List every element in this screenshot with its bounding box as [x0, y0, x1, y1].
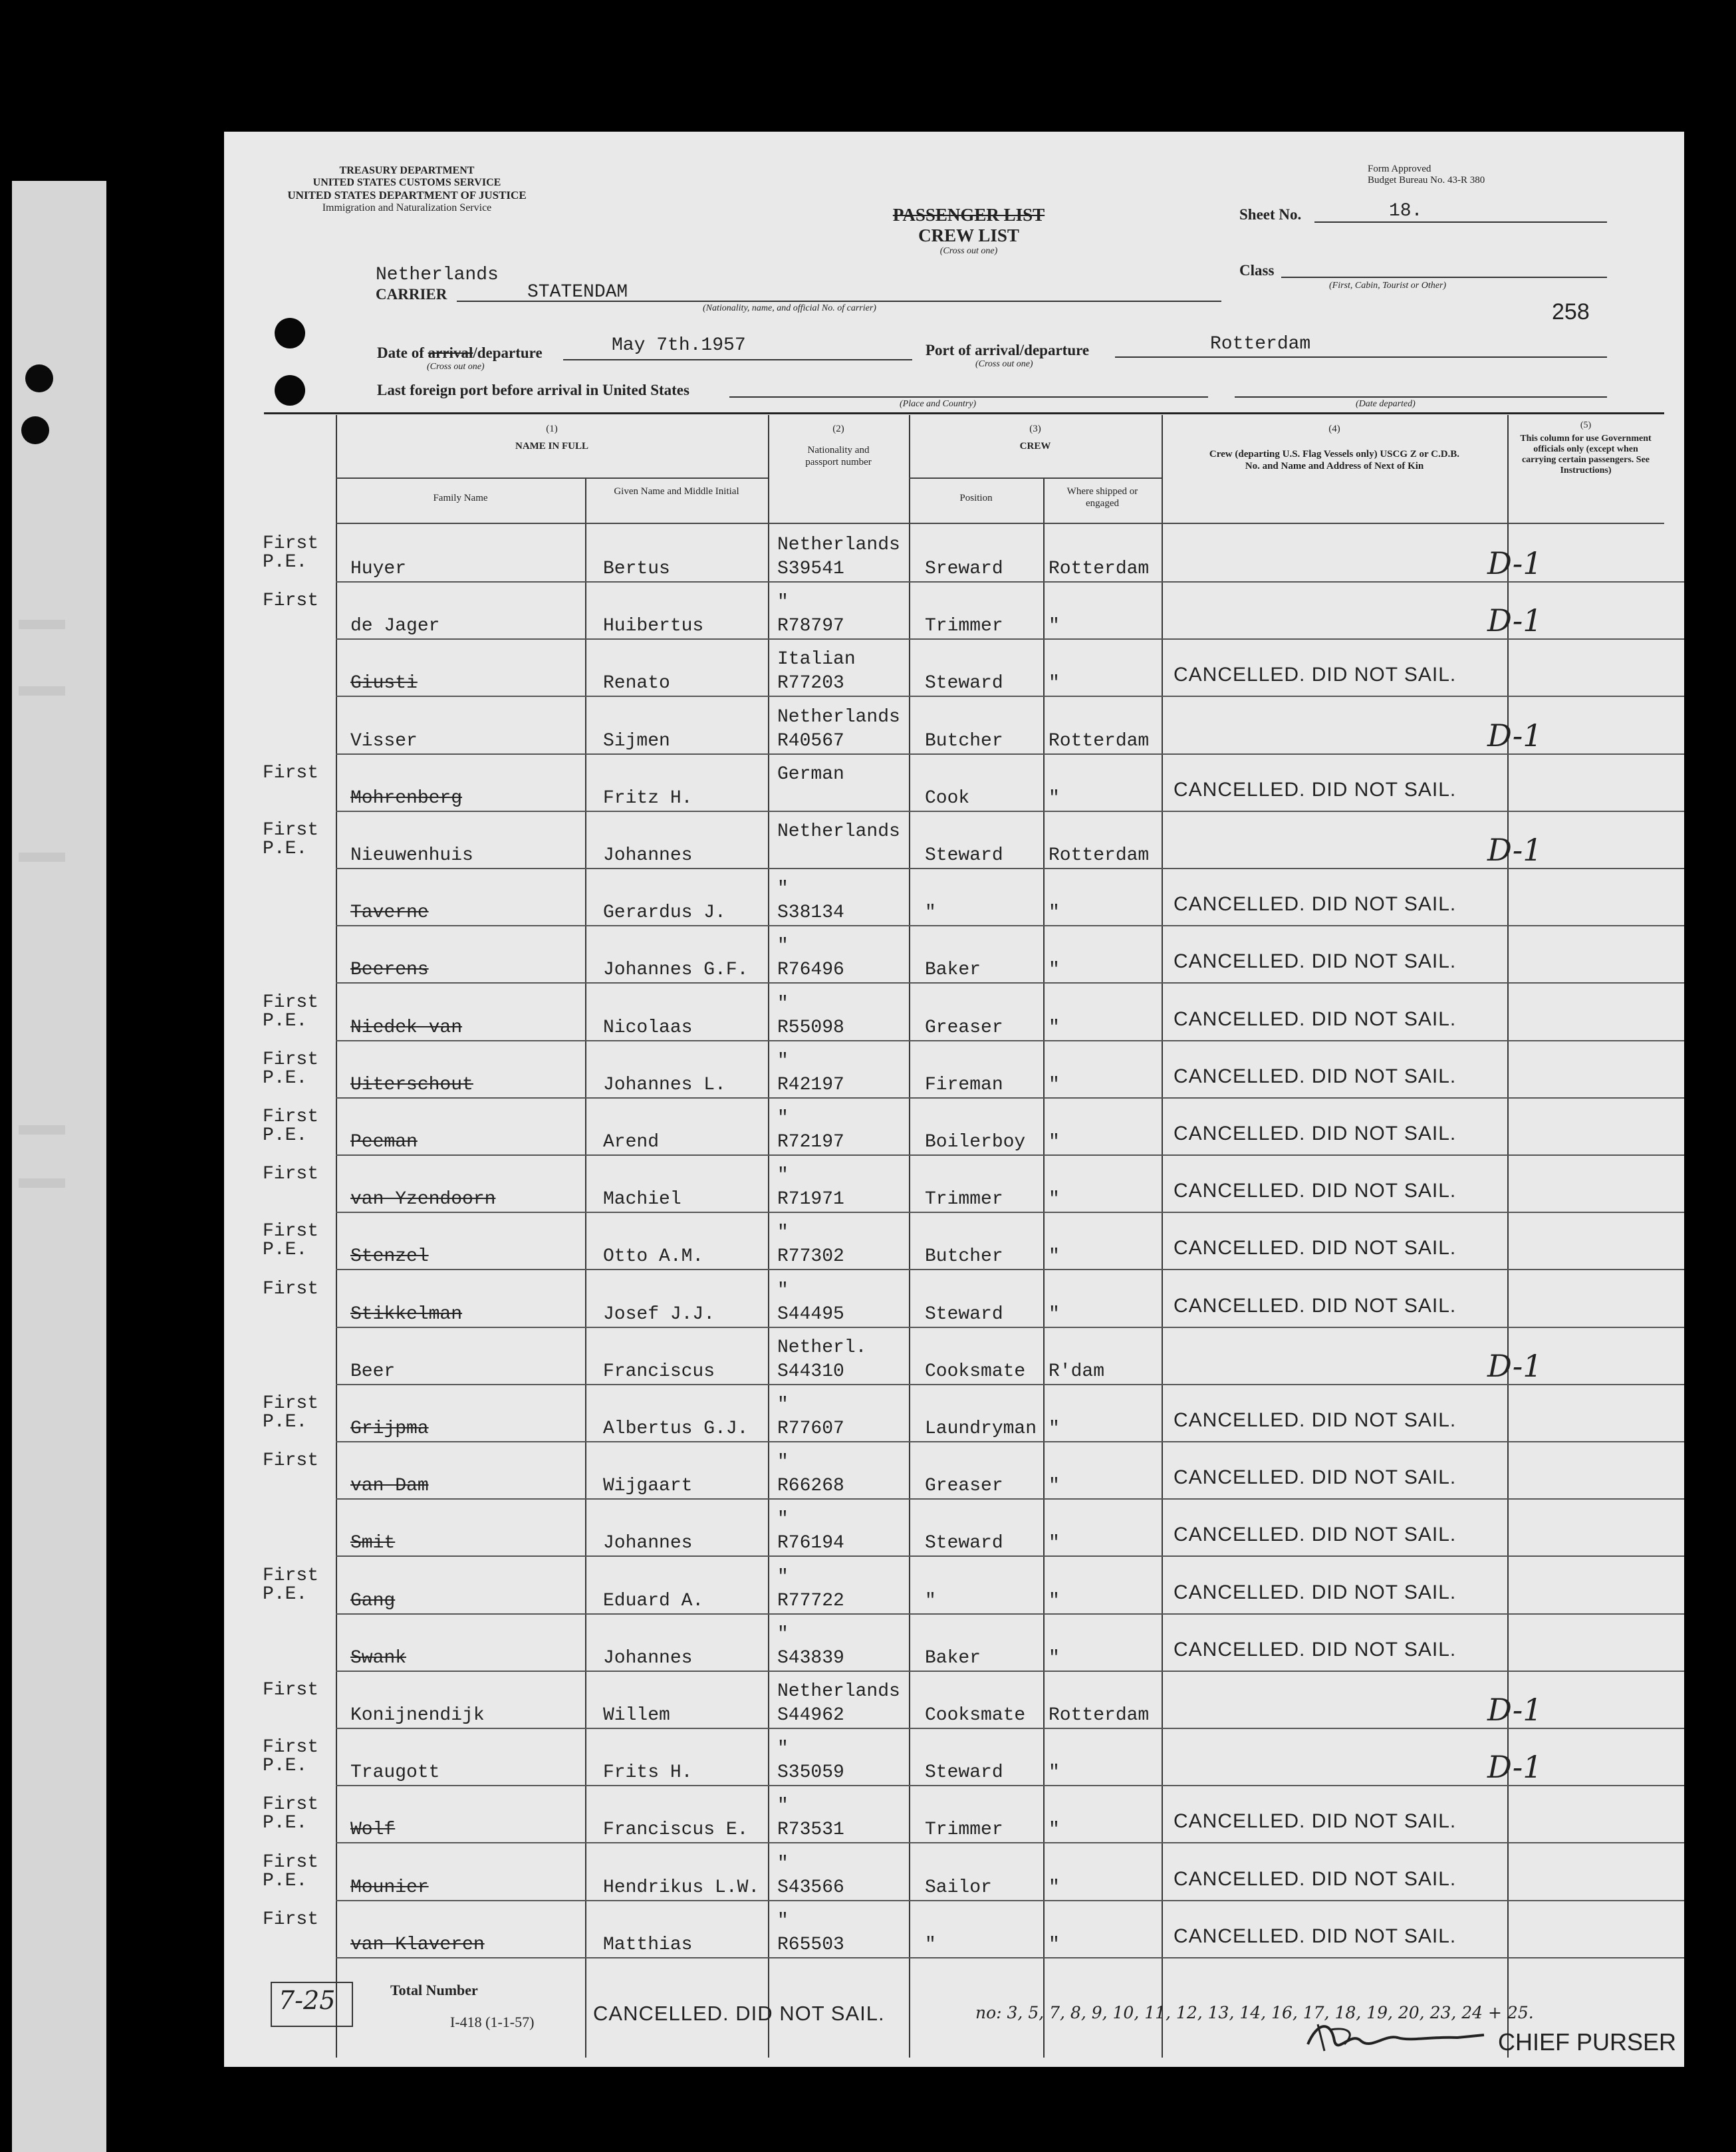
position: Fireman [925, 1074, 1003, 1095]
row-prefix: First P.E. [263, 1221, 319, 1261]
where-shipped: " [1049, 1647, 1060, 1669]
date-departed-note: (Date departed) [1356, 399, 1416, 409]
bleed-mark [19, 686, 65, 696]
where-shipped: " [1049, 1418, 1060, 1439]
given-name: Machiel [603, 1189, 682, 1210]
passport-number: R76194 [777, 1533, 844, 1554]
carrier-label: CARRIER [376, 286, 447, 303]
family-name: Traugott [350, 1762, 440, 1784]
position: Sailor [925, 1877, 992, 1898]
cancellation-remark: CANCELLED. DID NOT SAIL. [1174, 1524, 1457, 1546]
where-shipped: Rotterdam [1049, 1705, 1150, 1726]
col1-header [336, 423, 768, 452]
passport-number: R77607 [777, 1418, 844, 1439]
row-prefix: First [263, 762, 319, 783]
col3-header [909, 423, 1162, 452]
passport-number: S43839 [777, 1647, 844, 1669]
family-name: Huyer [350, 559, 407, 579]
passport-number: S39541 [777, 559, 844, 579]
family-name: Grijpma [350, 1418, 429, 1439]
crew-row [224, 1156, 1684, 1213]
disposition-code: D-1 [1487, 717, 1543, 753]
departure-date: May 7th.1957 [612, 335, 746, 356]
form-approved-text: Form Approved [1368, 164, 1431, 174]
nationality: " [777, 936, 789, 957]
position: Greaser [925, 1476, 1003, 1497]
row-prefix: First P.E. [263, 1737, 319, 1777]
where-shipped: " [1049, 1189, 1060, 1210]
family-name: de Jager [350, 616, 440, 637]
row-prefix: First [263, 1680, 319, 1700]
total-box [271, 1982, 353, 2027]
where-shipped: " [1049, 1934, 1060, 1955]
where-shipped: " [1049, 673, 1060, 694]
where-shipped: " [1049, 1819, 1060, 1841]
where-shipped: Rotterdam [1049, 730, 1150, 751]
where-shipped: R'dam [1049, 1361, 1105, 1382]
date-label-suffix: /departure [473, 344, 543, 361]
total-number-label: Total Number [390, 1982, 478, 1998]
crew-list-document [224, 132, 1684, 2067]
family-name: Peeman [350, 1132, 418, 1152]
nationality: " [777, 1623, 789, 1645]
bleed-mark [19, 1125, 65, 1135]
port-label: Port of arrival/departure [926, 342, 1090, 358]
given-name: Renato [603, 673, 670, 694]
crew-row [224, 1385, 1684, 1442]
crew-row [224, 755, 1684, 812]
nationality: German [777, 763, 844, 785]
punch-hole [21, 416, 49, 444]
nationality: Netherlands [777, 821, 900, 842]
crew-row [224, 1500, 1684, 1557]
passport-number: R78797 [777, 616, 844, 637]
disposition-code: D-1 [1487, 1347, 1543, 1384]
crew-row [224, 1271, 1684, 1328]
passport-number: S44310 [777, 1361, 844, 1382]
passport-number: R77203 [777, 673, 844, 694]
crew-row [224, 1786, 1684, 1843]
cancellation-remark: CANCELLED. DID NOT SAIL. [1174, 893, 1457, 916]
adjacent-page-strip [12, 181, 106, 2152]
row-prefix: First P.E. [263, 1851, 319, 1891]
passport-number: S43566 [777, 1877, 844, 1898]
row-divider [336, 1957, 1684, 1958]
given-name: Fritz H. [603, 787, 693, 809]
cancellation-remark: CANCELLED. DID NOT SAIL. [1174, 1867, 1457, 1890]
crew-row [224, 1213, 1684, 1270]
cancellation-remark: CANCELLED. DID NOT SAIL. [1174, 664, 1457, 686]
cancellation-remark: CANCELLED. DID NOT SAIL. [1174, 1237, 1457, 1260]
position: Greaser [925, 1017, 1003, 1038]
passport-number: R42197 [777, 1074, 844, 1095]
where-shipped: " [1049, 1533, 1060, 1554]
arrival-struck: arrival [428, 344, 473, 361]
form-number: I-418 (1-1-57) [450, 2014, 535, 2030]
passport-number: R77302 [777, 1246, 844, 1268]
given-name: Huibertus [603, 616, 704, 637]
row-prefix: First P.E. [263, 533, 319, 573]
given-name: Nicolaas [603, 1017, 693, 1038]
carrier-nationality: Netherlands [376, 265, 499, 285]
position: " [925, 1590, 936, 1611]
cancellation-remark: CANCELLED. DID NOT SAIL. [1174, 950, 1457, 973]
list-title [869, 205, 1068, 257]
page-number: 258 [1552, 299, 1590, 325]
bleed-mark [19, 853, 65, 862]
punch-hole [25, 364, 53, 392]
row-prefix: First [263, 1909, 319, 1930]
position: Steward [925, 845, 1003, 866]
crew-row [224, 640, 1684, 697]
nationality: " [777, 1738, 789, 1760]
family-name: Beerens [350, 960, 429, 981]
passport-number: S38134 [777, 902, 844, 924]
given-name: Sijmen [603, 730, 670, 751]
position: Cook [925, 787, 970, 809]
agency-line: UNITED STATES DEPARTMENT OF JUSTICE [287, 189, 527, 202]
cross-out-note: (Cross out one) [939, 246, 998, 256]
punch-hole [275, 318, 305, 348]
cancellation-remark: CANCELLED. DID NOT SAIL. [1174, 1409, 1457, 1431]
family-name: Mounier [350, 1877, 429, 1898]
where-shipped: " [1049, 1762, 1060, 1784]
position: Sreward [925, 559, 1003, 579]
given-name: Eduard A. [603, 1590, 704, 1611]
crew-row [224, 812, 1684, 869]
position: Baker [925, 960, 981, 981]
chief-purser-label: CHIEF PURSER [1498, 2028, 1677, 2056]
row-prefix: First P.E. [263, 1049, 319, 1089]
nationality: " [777, 1796, 789, 1817]
given-name: Matthias [603, 1934, 693, 1955]
col-number: (4) [1328, 424, 1340, 434]
family-name: Mohrenberg [350, 787, 463, 809]
cancellation-remark: CANCELLED. DID NOT SAIL. [1174, 778, 1457, 801]
class-label: Class [1239, 262, 1275, 279]
nationality: " [777, 1509, 789, 1530]
cancellation-remark: CANCELLED. DID NOT SAIL. [1174, 1925, 1457, 1947]
form-approval [1368, 164, 1485, 186]
where-shipped-header: Where shipped or engaged [1066, 486, 1138, 509]
budget-bureau-text: Budget Bureau No. 43-R 380 [1368, 175, 1485, 186]
where-shipped: Rotterdam [1049, 845, 1150, 866]
bleed-mark [19, 620, 65, 629]
nationality: Netherlands [777, 1681, 900, 1702]
col-number: (2) [832, 424, 844, 434]
family-name: van Dam [350, 1476, 429, 1497]
cancellation-remark: CANCELLED. DID NOT SAIL. [1174, 1581, 1457, 1603]
cancellation-remark: CANCELLED. DID NOT SAIL. [1174, 1294, 1457, 1317]
nationality: Italian [777, 649, 856, 670]
nationality: " [777, 1395, 789, 1415]
col-number: (5) [1580, 420, 1592, 430]
given-name: Johannes [603, 1647, 693, 1669]
row-prefix: First P.E. [263, 1565, 319, 1605]
row-prefix: First [263, 591, 319, 612]
passenger-list-title-struck: PASSENGER LIST [892, 205, 1045, 225]
sheet-number: 18. [1389, 201, 1423, 221]
crew-row [224, 926, 1684, 984]
passport-number: R73531 [777, 1819, 844, 1841]
date-label [377, 344, 543, 362]
row-prefix: First [263, 1164, 319, 1185]
where-shipped: " [1049, 1590, 1060, 1611]
cancelled-row-numbers: no: 3, 5, 7, 8, 9, 10, 11, 12, 13, 14, 16, 17, 18, 19, 20, 23, 24 + 25. [975, 2003, 1534, 2022]
row-prefix: First P.E. [263, 1107, 319, 1146]
where-shipped: Rotterdam [1049, 559, 1150, 579]
port-name: Rotterdam [1210, 334, 1311, 354]
disposition-code: D-1 [1487, 1692, 1543, 1728]
crew-row [224, 1844, 1684, 1901]
where-shipped: " [1049, 902, 1060, 924]
given-name: Franciscus E. [603, 1819, 749, 1841]
disposition-code: D-1 [1487, 603, 1543, 639]
family-name: Smit [350, 1533, 396, 1554]
given-name: Johannes [603, 1533, 693, 1554]
row-prefix: First P.E. [263, 992, 319, 1031]
family-name: van Yzendoorn [350, 1189, 496, 1210]
position: Steward [925, 673, 1003, 694]
row-prefix: First P.E. [263, 1393, 319, 1432]
cancellation-remark: CANCELLED. DID NOT SAIL. [1174, 1123, 1457, 1144]
given-name: Arend [603, 1132, 660, 1152]
crew-row [224, 1615, 1684, 1672]
crew-row [224, 525, 1684, 583]
col-title: CREW [1019, 441, 1051, 452]
punch-hole [275, 375, 305, 406]
disposition-code: D-1 [1487, 545, 1543, 581]
col-title: Nationality and passport number [805, 445, 872, 468]
position: Baker [925, 1647, 981, 1669]
position-header: Position [959, 493, 993, 503]
position: Cooksmate [925, 1361, 1026, 1382]
col-title: This column for use Government officials only (except when carrying certain passengers. See Instructions) [1520, 434, 1652, 475]
class-note: (First, Cabin, Tourist or Other) [1329, 281, 1447, 291]
passport-number: S35059 [777, 1762, 844, 1784]
passport-number: S44962 [777, 1705, 844, 1726]
given-name-header: Given Name and Middle Initial [614, 486, 739, 497]
col-title: Crew (departing U.S. Flag Vessels only) USCG Z or C.D.B. No. and Name and Address of Next of Kin [1209, 449, 1460, 471]
passport-number: R40567 [777, 730, 844, 751]
col-number: (1) [546, 424, 558, 434]
family-name: Stenzel [350, 1246, 429, 1268]
nationality: Netherlands [777, 535, 900, 555]
crew-row [224, 1672, 1684, 1729]
col2-header [768, 423, 909, 468]
where-shipped: " [1049, 1303, 1060, 1325]
nationality: " [777, 592, 789, 613]
family-name: Konijnendijk [350, 1705, 485, 1726]
agency-line: UNITED STATES CUSTOMS SERVICE [312, 177, 501, 188]
passport-number: R71971 [777, 1189, 844, 1210]
where-shipped: " [1049, 787, 1060, 809]
position: Butcher [925, 1246, 1003, 1268]
row-prefix: First P.E. [263, 1794, 319, 1834]
position: Boilerboy [925, 1132, 1026, 1152]
crew-row [224, 1041, 1684, 1099]
nationality: " [777, 1452, 789, 1473]
family-name: Giusti [350, 673, 418, 694]
given-name: Gerardus J. [603, 902, 726, 924]
given-name: Albertus G.J. [603, 1418, 749, 1439]
crew-row [224, 698, 1684, 755]
passport-number: R72197 [777, 1132, 844, 1152]
family-name-header: Family Name [433, 493, 488, 503]
family-name: Wolf [350, 1819, 396, 1841]
cancellation-remark: CANCELLED. DID NOT SAIL. [1174, 1008, 1457, 1030]
crew-row [224, 1557, 1684, 1615]
nationality: " [777, 1108, 789, 1129]
row-prefix: First [263, 1450, 319, 1472]
passport-number: R55098 [777, 1017, 844, 1038]
crew-row [224, 1729, 1684, 1786]
given-name: Otto A.M. [603, 1246, 704, 1268]
given-name: Wijgaart [603, 1476, 693, 1497]
given-name: Johannes L. [603, 1074, 726, 1095]
given-name: Bertus [603, 559, 670, 579]
crew-row [224, 869, 1684, 926]
family-name: Niedek van [350, 1017, 463, 1038]
given-name: Hendrikus L.W. [603, 1877, 760, 1898]
position: Steward [925, 1303, 1003, 1325]
carrier-name: STATENDAM [527, 282, 628, 303]
nationality: " [777, 1279, 789, 1301]
col5-header [1507, 420, 1664, 476]
family-name: Swank [350, 1647, 407, 1669]
passport-number: R76496 [777, 960, 844, 981]
position: " [925, 902, 936, 924]
where-shipped: " [1049, 1877, 1060, 1898]
where-shipped: " [1049, 1132, 1060, 1152]
family-name: Taverne [350, 902, 429, 924]
agency-block [277, 165, 537, 214]
nationality: " [777, 1050, 789, 1071]
family-name: Uiterschout [350, 1074, 473, 1095]
given-name: Willem [603, 1705, 670, 1726]
cancellation-remark: CANCELLED. DID NOT SAIL. [1174, 1466, 1457, 1489]
last-port-label: Last foreign port before arrival in United States [377, 382, 689, 398]
nationality: " [777, 1853, 789, 1874]
disposition-code: D-1 [1487, 1749, 1543, 1786]
given-name: Frits H. [603, 1762, 693, 1784]
passport-number: R65503 [777, 1934, 844, 1955]
row-prefix: First P.E. [263, 820, 319, 859]
where-shipped: " [1049, 960, 1060, 981]
nationality: Netherlands [777, 706, 900, 728]
sheet-label: Sheet No. [1239, 206, 1302, 223]
crew-list-title: CREW LIST [918, 225, 1019, 245]
cancellation-remark: CANCELLED. DID NOT SAIL. [1174, 1638, 1457, 1661]
place-country-note: (Place and Country) [900, 399, 977, 409]
nationality: Netherl. [777, 1337, 867, 1358]
cancellation-remark: CANCELLED. DID NOT SAIL. [1174, 1810, 1457, 1833]
col-title: NAME IN FULL [515, 441, 588, 452]
cancellation-note: CANCELLED. DID NOT SAIL. [593, 2002, 885, 2025]
family-name: Stikkelman [350, 1303, 463, 1325]
date-note: (Cross out one) [427, 362, 485, 372]
date-label-prefix: Date of [377, 344, 424, 361]
given-name: Josef J.J. [603, 1303, 715, 1325]
family-name: Visser [350, 730, 418, 751]
where-shipped: " [1049, 616, 1060, 637]
agency-line: TREASURY DEPARTMENT [339, 165, 475, 176]
disposition-code: D-1 [1487, 832, 1543, 868]
nationality: " [777, 1566, 789, 1587]
given-name: Franciscus [603, 1361, 715, 1382]
crew-row [224, 1442, 1684, 1500]
col-number: (3) [1029, 424, 1041, 434]
cancellation-remark: CANCELLED. DID NOT SAIL. [1174, 1180, 1457, 1202]
where-shipped: " [1049, 1017, 1060, 1038]
row-prefix: First [263, 1278, 319, 1299]
passport-number: S44495 [777, 1303, 844, 1325]
family-name: Beer [350, 1361, 396, 1382]
agency-line: Immigration and Naturalization Service [322, 202, 492, 213]
position: Laundryman [925, 1418, 1037, 1439]
nationality: " [777, 1165, 789, 1186]
position: Steward [925, 1762, 1003, 1784]
bleed-mark [19, 1178, 65, 1188]
port-note: (Cross out one) [975, 359, 1033, 369]
position: Trimmer [925, 1189, 1003, 1210]
crew-row [224, 1901, 1684, 1958]
where-shipped: " [1049, 1246, 1060, 1268]
given-name: Johannes G.F. [603, 960, 749, 981]
passport-number: R66268 [777, 1476, 844, 1497]
crew-row [224, 1099, 1684, 1156]
family-name: Nieuwenhuis [350, 845, 473, 866]
cancellation-remark: CANCELLED. DID NOT SAIL. [1174, 1065, 1457, 1087]
position: Butcher [925, 730, 1003, 751]
total-number-value: 7-25 [279, 1986, 336, 2015]
position: Steward [925, 1533, 1003, 1554]
position: Trimmer [925, 616, 1003, 637]
family-name: van Klaveren [350, 1934, 485, 1955]
crew-row [224, 1328, 1684, 1385]
where-shipped: " [1049, 1074, 1060, 1095]
crew-row [224, 583, 1684, 640]
crew-row [224, 984, 1684, 1041]
position: Cooksmate [925, 1705, 1026, 1726]
family-name: Gang [350, 1590, 396, 1611]
given-name: Johannes [603, 845, 693, 866]
nationality: " [777, 1222, 789, 1244]
carrier-note: (Nationality, name, and official No. of carrier) [703, 303, 876, 313]
nationality: " [777, 878, 789, 900]
col4-header [1162, 423, 1507, 472]
position: Trimmer [925, 1819, 1003, 1841]
where-shipped: " [1049, 1476, 1060, 1497]
nationality: " [777, 1910, 789, 1931]
position: " [925, 1934, 936, 1955]
passport-number: R77722 [777, 1590, 844, 1611]
signature [1304, 2018, 1491, 2058]
nationality: " [777, 993, 789, 1014]
